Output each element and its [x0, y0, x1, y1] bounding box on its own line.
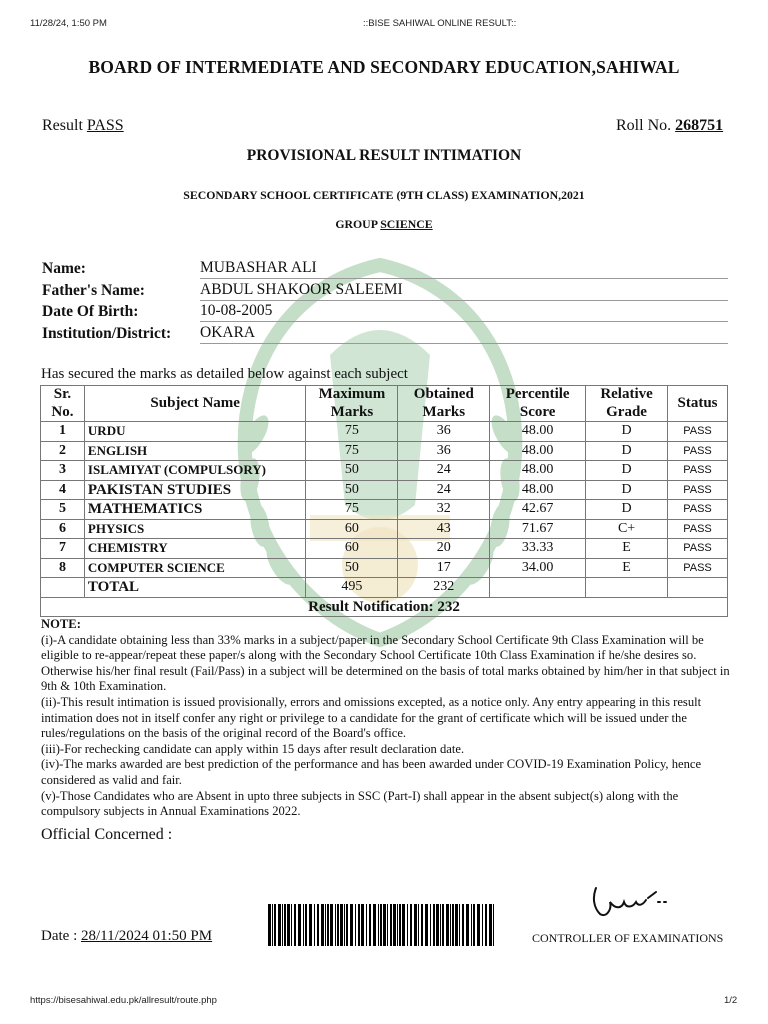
note-item: (iii)-For rechecking candidate can apply within 15 days after result declaration date. — [41, 741, 465, 756]
table-row: 3 ISLAMIYAT (COMPULSORY) 50 24 48.00 D PASS — [41, 461, 728, 481]
table-row: 2 ENGLISH 75 36 48.00 D PASS — [41, 441, 728, 461]
roll-label: Roll No. — [616, 117, 672, 134]
header-subject: Subject Name — [84, 386, 306, 422]
institution-value: OKARA — [200, 324, 728, 344]
dob-value: 10-08-2005 — [200, 302, 728, 322]
exam-title: SECONDARY SCHOOL CERTIFICATE (9TH CLASS) EXAMINATION,2021 — [183, 188, 585, 202]
result-status — [42, 117, 124, 135]
date-value: 28/11/2024 01:50 PM — [80, 928, 213, 944]
header-grade: Relative Grade — [586, 386, 668, 422]
result-label: Result — [42, 117, 83, 134]
barcode-image — [268, 904, 496, 946]
controller-of-examinations: CONTROLLER OF EXAMINATIONS — [532, 931, 724, 945]
header-status: Status — [668, 386, 728, 422]
note-item: (ii)-This result intimation is issued provisionally, errors and omissions excepted, as a notice only. Any entry appearing in this result intimation does not in itself confer any right or privilege to a candidate for the grant of certificate which will be issued under the rules/regulations on the basis of the original record of the Board's office. — [41, 694, 702, 741]
note-item: (v)-Those Candidates who are Absent in upto three subjects in SSC (Part-I) shall appear in the absent subject(s) along with the compulsory subjects in Annual Examinations 2022. — [41, 788, 679, 819]
board-title: BOARD OF INTERMEDIATE AND SECONDARY EDUCATION,SAHIWAL — [88, 57, 680, 77]
table-row: 5 MATHEMATICS 75 32 42.67 D PASS — [41, 500, 728, 520]
table-row: 4 PAKISTAN STUDIES 50 24 48.00 D PASS — [41, 480, 728, 500]
table-row: 8 COMPUTER SCIENCE 50 17 34.00 E PASS — [41, 558, 728, 578]
note-item: (iv)-The marks awarded are best prediction of the performance and has been awarded under COVID-19 Examination Policy, hence considered as valid and fair. — [41, 757, 702, 787]
note-item: (i)-A candidate obtaining less than 33% marks in a subject/paper in the Secondary School Certificate 9th Class Examination will be eligible to re-appear/repeat these paper/s along with the Secondary School Certificate 10th Class Examination if he/she desires so. Otherwise his/her final result (Fail/Pass) in a subject will be determined on the basis of total marks obtained by him/her in that subject in 9th & 10th Examination. — [41, 632, 730, 694]
total-obtained: 232 — [398, 578, 490, 598]
table-header-row — [41, 386, 728, 422]
secured-text: Has secured the marks as detailed below against each subject — [41, 366, 408, 382]
intimation-title: PROVISIONAL RESULT INTIMATION — [246, 147, 522, 164]
total-label: TOTAL — [84, 578, 306, 598]
roll-number — [616, 117, 723, 135]
result-notification: Result Notification: 232 — [41, 597, 728, 617]
header-max: Maximum Marks — [306, 386, 398, 422]
header-percentile: Percentile Score — [490, 386, 586, 422]
result-value: PASS — [86, 117, 124, 134]
print-page-number: 1/2 — [724, 995, 738, 1006]
dob-label: Date Of Birth: — [42, 303, 139, 320]
print-url: https://bisesahiwal.edu.pk/allresult/route.php — [30, 995, 217, 1006]
institution-label: Institution/District: — [42, 325, 172, 342]
father-label: Father's Name: — [42, 282, 145, 299]
total-max: 495 — [306, 578, 398, 598]
roll-value: 268751 — [675, 117, 724, 134]
signature-image — [586, 880, 676, 922]
notes-section — [41, 617, 731, 820]
header-obtained: Obtained Marks — [398, 386, 490, 422]
note-title: NOTE: — [41, 617, 81, 631]
table-row: 7 CHEMISTRY 60 20 33.33 E PASS — [41, 539, 728, 559]
date-line — [41, 928, 212, 945]
date-label: Date : — [41, 928, 78, 944]
total-row — [41, 578, 728, 598]
father-value: ABDUL SHAKOOR SALEEMI — [200, 281, 728, 301]
notification-row — [41, 597, 728, 617]
print-datetime: 11/28/24, 1:50 PM — [30, 18, 107, 29]
name-value: MUBASHAR ALI — [200, 259, 728, 279]
marks-table — [40, 385, 728, 617]
table-row: 1 URDU 75 36 48.00 D PASS — [41, 422, 728, 442]
print-page-title: ::BISE SAHIWAL ONLINE RESULT:: — [363, 18, 517, 29]
group-line — [0, 217, 768, 232]
table-row: 6 PHYSICS 60 43 71.67 C+ PASS — [41, 519, 728, 539]
group-label: GROUP — [335, 217, 378, 231]
header-sr: Sr. No. — [41, 386, 85, 422]
name-label: Name: — [42, 260, 86, 277]
group-value: SCIENCE — [380, 217, 433, 231]
official-concerned: Official Concerned : — [41, 826, 173, 843]
